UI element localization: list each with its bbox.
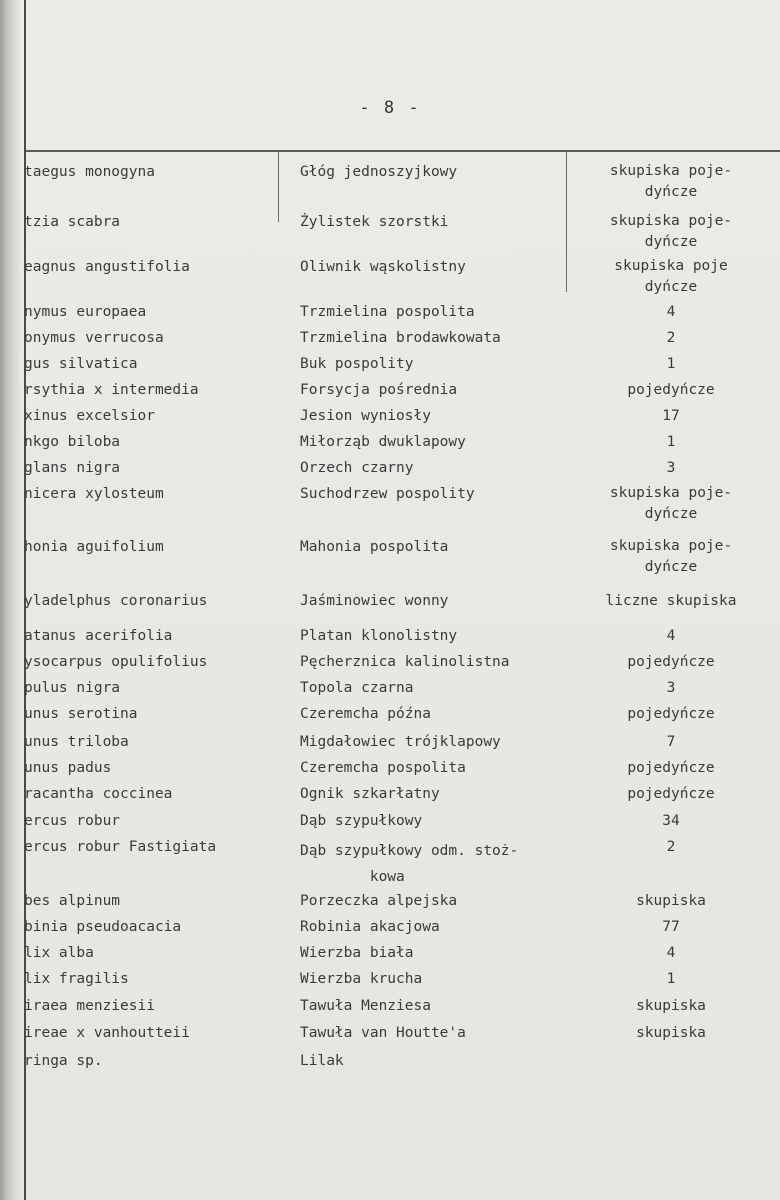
polish-name: Lilak: [300, 1053, 344, 1069]
polish-name: Jaśminowiec wonny: [300, 593, 449, 609]
polish-name: Platan klonolistny: [300, 628, 458, 644]
polish-name: Robinia akacjowa: [300, 919, 440, 935]
latin-name: binia pseudoacacia: [24, 919, 182, 935]
latin-name: racantha coccinea: [24, 786, 173, 802]
polish-name: Buk pospolity: [300, 356, 414, 372]
latin-name: lix alba: [24, 945, 94, 961]
occurrence-note: pojedyńcze: [627, 382, 715, 398]
polish-name: Ognik szkarłatny: [300, 786, 440, 802]
occurrence-note: 1: [666, 434, 676, 450]
latin-name: honia aguifolium: [24, 539, 164, 555]
polish-name: Topola czarna: [300, 680, 414, 696]
binding-shadow: [0, 0, 22, 1200]
latin-name: eagnus angustifolia: [24, 259, 190, 275]
table-top-rule: [26, 150, 780, 152]
polish-name: Wierzba krucha: [300, 971, 423, 987]
latin-name: glans nigra: [24, 460, 121, 476]
latin-name: pulus nigra: [24, 680, 121, 696]
polish-name: Dąb szypułkowy: [300, 813, 423, 829]
polish-name: Migdałowiec trójklapowy: [300, 734, 501, 750]
occurrence-note: pojedyńcze: [627, 654, 715, 670]
occurrence-note: skupiska poje- dyńcze: [609, 485, 733, 522]
latin-name: ercus robur: [24, 813, 121, 829]
latin-name: taegus monogyna: [24, 164, 155, 180]
occurrence-note: 1: [666, 356, 676, 372]
occurrence-note: 2: [666, 839, 676, 855]
occurrence-note: 7: [666, 734, 676, 750]
page-number: - 8 -: [359, 98, 421, 118]
polish-name: Głóg jednoszyjkowy: [300, 164, 458, 180]
latin-name: ercus robur Fastigiata: [24, 839, 217, 855]
polish-name: Tawuła van Houtte'a: [300, 1025, 466, 1041]
occurrence-note: skupiska: [636, 893, 706, 909]
polish-name: Dąb szypułkowy odm. stoż- kowa: [300, 843, 519, 885]
occurrence-note: skupiska poje- dyńcze: [609, 163, 733, 200]
occurrence-note: skupiska: [636, 1025, 706, 1041]
latin-name: nymus europaea: [24, 304, 147, 320]
latin-name: atanus acerifolia: [24, 628, 173, 644]
occurrence-note: 4: [666, 628, 676, 644]
polish-name: Oliwnik wąskolistny: [300, 259, 466, 275]
latin-name: onymus verrucosa: [24, 330, 164, 346]
polish-name: Porzeczka alpejska: [300, 893, 458, 909]
occurrence-note: 3: [666, 460, 676, 476]
polish-name: Żylistek szorstki: [300, 214, 449, 230]
latin-name: unus triloba: [24, 734, 129, 750]
latin-name: nkgo biloba: [24, 434, 121, 450]
polish-name: Pęcherznica kalinolistna: [300, 654, 510, 670]
latin-name: lix fragilis: [24, 971, 129, 987]
polish-name: Czeremcha późna: [300, 706, 431, 722]
occurrence-note: 77: [662, 919, 680, 935]
latin-name: ringa sp.: [24, 1053, 103, 1069]
occurrence-note: 1: [666, 971, 676, 987]
polish-name: Orzech czarny: [300, 460, 414, 476]
latin-name: nicera xylosteum: [24, 486, 164, 502]
polish-name: Czeremcha pospolita: [300, 760, 466, 776]
occurrence-note: 17: [662, 408, 680, 424]
polish-name: Tawuła Menziesa: [300, 998, 431, 1014]
polish-name: Wierzba biała: [300, 945, 414, 961]
occurrence-note: 2: [666, 330, 676, 346]
occurrence-note: skupiska poje- dyńcze: [609, 538, 733, 575]
latin-name: unus serotina: [24, 706, 138, 722]
polish-name: Miłorząb dwuklapowy: [300, 434, 466, 450]
latin-name: unus padus: [24, 760, 112, 776]
occurrence-note: skupiska poje dyńcze: [614, 258, 728, 295]
polish-name: Forsycja pośrednia: [300, 382, 458, 398]
latin-name: rsythia x intermedia: [24, 382, 199, 398]
latin-name: yladelphus coronarius: [24, 593, 208, 609]
occurrence-note: skupiska: [636, 998, 706, 1014]
latin-name: gus silvatica: [24, 356, 138, 372]
occurrence-note: liczne skupiska: [605, 593, 737, 609]
polish-name: Mahonia pospolita: [300, 539, 449, 555]
polish-name: Suchodrzew pospolity: [300, 486, 475, 502]
polish-name: Trzmielina brodawkowata: [300, 330, 501, 346]
column-divider-1: [278, 152, 279, 222]
occurrence-note: 4: [666, 945, 676, 961]
occurrence-note: 34: [662, 813, 680, 829]
occurrence-note: pojedyńcze: [627, 706, 715, 722]
occurrence-note: pojedyńcze: [627, 760, 715, 776]
polish-name: Trzmielina pospolita: [300, 304, 475, 320]
latin-name: bes alpinum: [24, 893, 121, 909]
occurrence-note: 4: [666, 304, 676, 320]
latin-name: ireae x vanhoutteii: [24, 1025, 190, 1041]
occurrence-note: 3: [666, 680, 676, 696]
latin-name: iraea menziesii: [24, 998, 155, 1014]
polish-name: Jesion wyniosły: [300, 408, 431, 424]
latin-name: tzia scabra: [24, 214, 121, 230]
latin-name: xinus excelsior: [24, 408, 155, 424]
occurrence-note: skupiska poje- dyńcze: [609, 213, 733, 250]
latin-name: ysocarpus opulifolius: [24, 654, 208, 670]
occurrence-note: pojedyńcze: [627, 786, 715, 802]
